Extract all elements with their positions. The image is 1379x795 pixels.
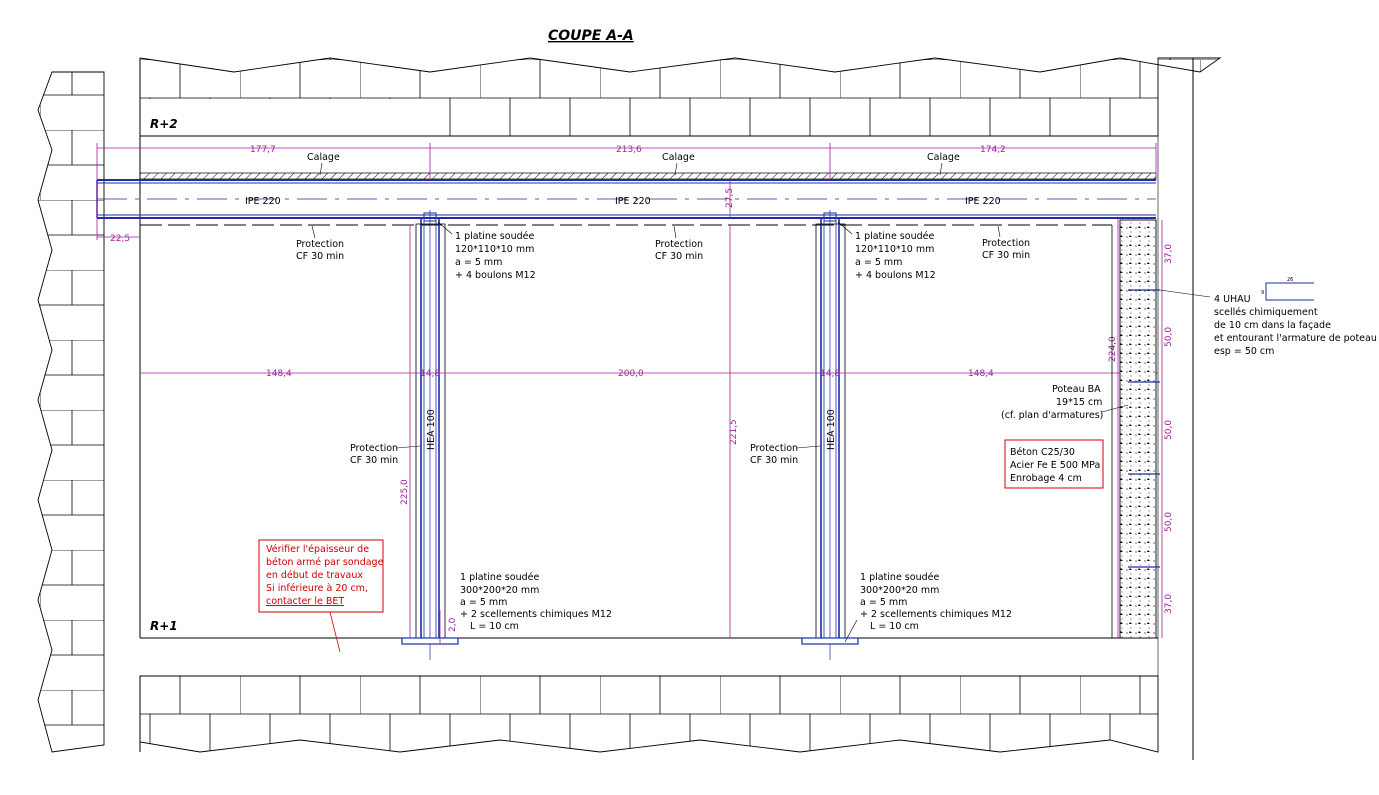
hdim-4: 14,8 (820, 369, 841, 379)
calage-label-2: Calage (662, 152, 695, 163)
concrete-spec-line-3: Enrobage 4 cm (1010, 473, 1082, 484)
beam-profile-label-3: IPE 220 (965, 196, 1001, 207)
red-note-line-3: en début de travaux (266, 570, 363, 581)
red-note-line-5: contacter le BET (266, 596, 345, 607)
svg-text:+ 4 boulons M12: + 4 boulons M12 (855, 270, 936, 281)
span-dim-1: 177,7 (250, 145, 276, 155)
svg-text:L = 10 cm: L = 10 cm (470, 621, 519, 632)
svg-text:L = 10 cm: L = 10 cm (870, 621, 919, 632)
svg-text:CF 30 min: CF 30 min (296, 251, 345, 262)
svg-text:9: 9 (1261, 290, 1265, 296)
base-plate-note-left (460, 572, 612, 632)
protection-label-beam-3 (982, 226, 1030, 261)
svg-text:1 platine soudée: 1 platine soudée (860, 572, 940, 583)
level-label-lower: R+1 (150, 619, 178, 633)
concrete-spec-line-2: Acier Fe E 500 MPa (1010, 460, 1101, 471)
protection-label-column-left (350, 443, 420, 466)
hdim-2: 14,8 (420, 369, 441, 379)
protection-label-beam-1 (296, 226, 344, 262)
calage-strip (140, 173, 1156, 179)
svg-text:Protection: Protection (350, 443, 399, 454)
svg-text:Protection: Protection (750, 443, 799, 454)
svg-text:a = 5 mm: a = 5 mm (855, 257, 903, 268)
svg-text:120*110*10 mm: 120*110*10 mm (855, 244, 935, 255)
svg-text:Poteau BA: Poteau BA (1052, 384, 1101, 395)
protection-label-column-right (750, 443, 820, 466)
right-dim-2: 50,0 (1164, 326, 1174, 347)
column-profile-label-right: HEA 100 (826, 409, 837, 450)
base-dim: 2,0 (448, 617, 458, 632)
hdim-5: 148,4 (968, 369, 994, 379)
svg-text:esp = 50 cm: esp = 50 cm (1214, 346, 1275, 357)
column-height-dim: 225,0 (400, 479, 410, 505)
svg-text:a = 5 mm: a = 5 mm (455, 257, 503, 268)
svg-text:4 UHAU: 4 UHAU (1214, 294, 1251, 305)
red-note-line-2: béton armé par sondage (266, 557, 384, 568)
svg-text:1 platine soudée: 1 platine soudée (455, 231, 535, 242)
right-dim-1: 37,0 (1164, 243, 1174, 264)
right-dim-3: 50,0 (1164, 419, 1174, 440)
poteau-ba (1120, 220, 1156, 638)
svg-text:300*200*20 mm: 300*200*20 mm (460, 585, 540, 596)
red-note-line-4: Si inférieure à 20 cm, (266, 583, 368, 594)
right-dim-4: 50,0 (1164, 511, 1174, 532)
svg-text:19*15 cm: 19*15 cm (1056, 397, 1103, 408)
svg-text:scellés chimiquement: scellés chimiquement (1214, 307, 1318, 318)
svg-text:a = 5 mm: a = 5 mm (860, 597, 908, 608)
beam-profile-label-1: IPE 220 (245, 196, 281, 207)
drawing-title: COUPE A-A (548, 28, 634, 44)
beam-depth-dim: 27,5 (725, 187, 735, 208)
top-plate-note-left (438, 222, 536, 281)
base-plate-right (802, 638, 858, 644)
svg-text:120*110*10 mm: 120*110*10 mm (455, 244, 535, 255)
column-profile-label-left: HEA 100 (426, 409, 437, 450)
svg-text:300*200*20 mm: 300*200*20 mm (860, 585, 940, 596)
concrete-spec-line-1: Béton C25/30 (1010, 447, 1075, 458)
svg-text:a = 5 mm: a = 5 mm (460, 597, 508, 608)
calage-label-3: Calage (927, 152, 960, 163)
svg-text:(cf. plan d'armatures): (cf. plan d'armatures) (1001, 410, 1104, 421)
poteau-height-dim: 224,0 (1108, 336, 1118, 362)
level-label-upper: R+2 (150, 117, 178, 131)
overhang-dim: 22,5 (110, 234, 131, 244)
svg-text:Protection: Protection (655, 239, 704, 250)
svg-text:+ 2 scellements chimiques M12: + 2 scellements chimiques M12 (860, 609, 1012, 620)
base-plate-note-right (845, 572, 1012, 642)
svg-text:1 platine soudée: 1 platine soudée (855, 231, 935, 242)
base-plate-left (402, 638, 458, 644)
span-dim-3: 174,2 (980, 145, 1006, 155)
svg-text:Protection: Protection (296, 239, 345, 250)
svg-text:+ 2 scellements chimiques M12: + 2 scellements chimiques M12 (460, 609, 612, 620)
lower-masonry (140, 676, 1158, 752)
beam-profile-label-2: IPE 220 (615, 196, 651, 207)
span-dim-2: 213,6 (616, 145, 642, 155)
hdim-3: 200,0 (618, 369, 644, 379)
clear-height-dim: 221,5 (729, 419, 739, 445)
top-plate-note-right (838, 222, 936, 281)
left-masonry (38, 72, 104, 752)
svg-text:de 10 cm dans la façade: de 10 cm dans la façade (1214, 320, 1331, 331)
svg-text:+ 4 boulons M12: + 4 boulons M12 (455, 270, 536, 281)
uhau-detail (1261, 277, 1314, 300)
svg-text:CF 30 min: CF 30 min (350, 455, 399, 466)
svg-text:26: 26 (1287, 277, 1294, 283)
poteau-ba-note (1001, 384, 1128, 421)
svg-text:1 platine soudée: 1 platine soudée (460, 572, 540, 583)
red-note-line-1: Vérifier l'épaisseur de (266, 544, 370, 555)
right-dim-5: 37,0 (1164, 593, 1174, 614)
protection-label-beam-2 (655, 226, 703, 262)
svg-text:Protection: Protection (982, 238, 1031, 249)
svg-text:CF 30 min: CF 30 min (982, 250, 1031, 261)
svg-text:et entourant l'armature de pot: et entourant l'armature de poteau (1214, 333, 1377, 344)
svg-text:CF 30 min: CF 30 min (655, 251, 704, 262)
hdim-1: 148,4 (266, 369, 292, 379)
calage-label-1: Calage (307, 152, 340, 163)
svg-text:CF 30 min: CF 30 min (750, 455, 799, 466)
